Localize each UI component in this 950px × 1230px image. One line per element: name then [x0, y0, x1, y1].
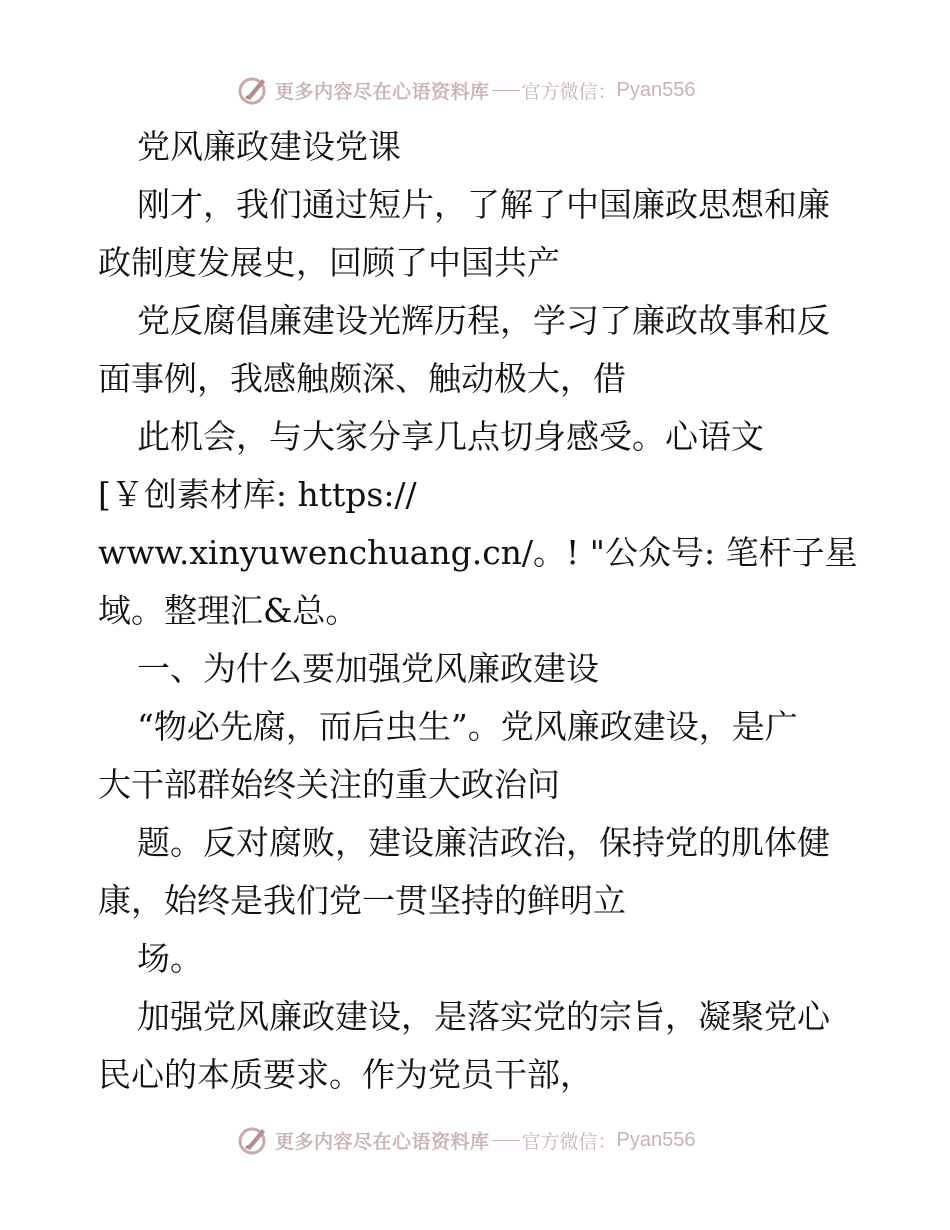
- text-line: [￥创素材库: https://: [98, 475, 417, 514]
- text-line: 民心的本质要求。作为党员干部，: [98, 1055, 593, 1094]
- doc-title: 党风廉政建设党课: [137, 127, 401, 166]
- text-line: 政制度发展史，回顾了中国共产: [98, 243, 560, 282]
- text-line: 场。: [137, 939, 203, 978]
- quill-seal-icon: [237, 74, 269, 106]
- text-line: 大干部群始终关注的重大政治问: [98, 765, 560, 804]
- text-line: 康，始终是我们党一贯坚持的鲜明立: [98, 881, 626, 920]
- header-banner: [237, 73, 696, 107]
- wechat-id: Pyan556: [616, 78, 696, 101]
- text-line: 题。反对腐败，建设廉洁政治，保持党的肌体健: [137, 823, 830, 862]
- banner-divider: [492, 1140, 520, 1141]
- wechat-label: 官方微信：: [521, 1130, 617, 1153]
- text-line: 加强党风廉政建设，是落实党的宗旨，凝聚党心: [137, 997, 830, 1036]
- text-line: “物必先腐，而后虫生”。党风廉政建设，是广: [137, 707, 798, 746]
- text-line: 域。整理汇&总。: [98, 591, 359, 630]
- banner-text: 更多内容尽在心语资料库: [275, 1130, 490, 1153]
- footer-banner: [237, 1123, 696, 1157]
- text-line: 面事例，我感触颇深、触动极大，借: [98, 359, 626, 398]
- text-line: 党反腐倡廉建设光辉历程，学习了廉政故事和反: [137, 301, 830, 340]
- text-line: 刚才，我们通过短片，了解了中国廉政思想和廉: [137, 185, 830, 224]
- section-heading: 一、为什么要加强党风廉政建设: [137, 649, 599, 688]
- banner-text: 更多内容尽在心语资料库: [275, 80, 490, 103]
- banner-divider: [492, 90, 520, 91]
- text-line: www.xinyuwenchuang.cn/。! "公众号: 笔杆子星: [98, 533, 858, 572]
- wechat-label: 官方微信：: [521, 80, 617, 103]
- quill-seal-icon: [237, 1124, 269, 1156]
- text-line: 此机会，与大家分享几点切身感受。心语文: [137, 417, 764, 456]
- wechat-id: Pyan556: [616, 1128, 696, 1151]
